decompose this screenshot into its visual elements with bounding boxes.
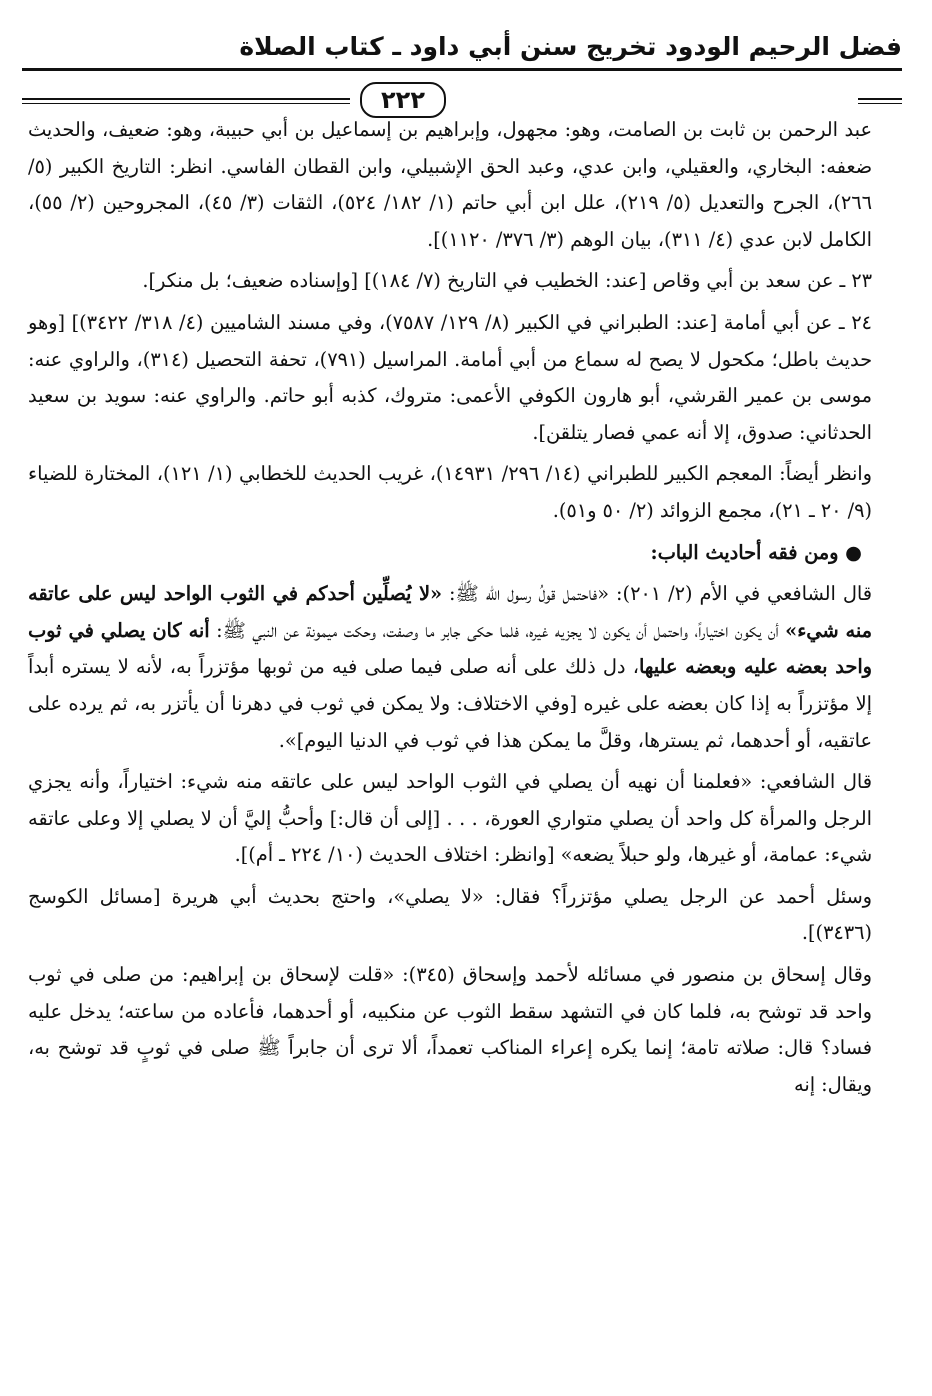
paragraph-5-text-3: ، دل ذلك على أنه صلى فيما صلى فيه من ثوبها مؤتزراً به، لأنه لا يستره أبداً إلا مؤتزراً به إذا كان بعضه على غيره [وفي الاختلاف: ولا يمكن في ثوب في دهرنا أن يأتزر به، ثم يرده على عاتقيه، أو أحدهما، ثم يسترها، وقلَّ ما يمكن هذا في ثوب في الدنيا اليوم]». — [28, 655, 872, 752]
header-rule-left — [22, 98, 350, 104]
paragraph-6: قال الشافعي: «فعلمنا أن نهيه أن يصلي في الثوب الواحد ليس على عاتقه منه شيء: اختياراً، وأنه يجزي الرجل والمرأة كل واحد أن يصلي متواري العورة، . . . [إلى أن قال:] وأحبُّ إليَّ أن لا يصلي إلا وعلى عاتقه شيء: عمامة، أو غيرها، ولو حبلاً يضعه» [وانظر: اختلاف الحديث (١٠/ ٢٢٤ ـ أم)]. — [28, 770, 872, 867]
paragraph-4: وانظر أيضاً: المعجم الكبير للطبراني (١٤/ ٢٩٦/ ١٤٩٣١)، غريب الحديث للخطابي (١/ ١٢١)، المختارة للضياء (٩/ ٢٠ ـ ٢١)، مجمع الزوائد (٢/ ٥٠ و٥١). — [28, 462, 872, 522]
hadith-quote-2: أنه كان يصلي في ثوب واحد بعضه عليه وبعضه عليها — [28, 618, 872, 679]
paragraph-3: ٢٤ ـ عن أبي أمامة [عند: الطبراني في الكبير (٨/ ١٢٩/ ٧٥٨٧)، وفي مسند الشاميين (٤/ ٣١٨/ ٣٤٢٢)] [وهو حديث باطل؛ مكحول لا يصح له سماع من أبي أمامة. المراسيل (٧٩١)، تحفة التحصيل (٣١٤)، والراوي عنه: موسى بن عمير القرشي، أبو هارون الكوفي الأعمى: متروك، كذبه أبو حاتم. والراوي عنه: سويد بن سعيد الحدثاني: صدوق، إلا أنه عمي فصار يتلقن]. — [28, 310, 872, 444]
section-heading: ● ومن فقه أحاديث الباب: — [28, 535, 872, 572]
running-title: فضل الرحيم الودود تخريج سنن أبي داود ـ كتاب الصلاة — [239, 32, 902, 61]
page-number: ٢٢٢ — [360, 82, 446, 118]
page-body — [28, 112, 872, 1108]
paragraph-1: عبد الرحمن بن ثابت بن الصامت، وهو: مجهول، وإبراهيم بن إسماعيل بن أبي حبيبة، وهو: ضعيف، والحديث ضعفه: البخاري، والعقيلي، وابن عدي، وعبد الحق الإشبيلي، وابن القطان الفاسي. انظر: التاريخ الكبير (٥/ ٢٦٦)، الجرح والتعديل (٥/ ٢١٩)، علل ابن أبي حاتم (١/ ١٨٢/ ٥٢٤)، الثقات (٣/ ٤٥)، المجروحين (٢/ ٥٥)، الكامل لابن عدي (٤/ ٣١١)، بيان الوهم (٣/ ٣٧٦/ ١١٢٠)]. — [28, 118, 872, 251]
paragraph-8: وقال إسحاق بن منصور في مسائله لأحمد وإسحاق (٣٤٥): «قلت لإسحاق بن إبراهيم: من صلى في ثوب واحد قد توشح به، فلما كان في التشهد سقط الثوب عن منكبيه، أو أحدهما، فأعاده من ساعته؛ يدخل عليه فساد؟ قال: صلاته تامة؛ إنما يكره إعراء المناكب تعمداً، ألا ترى أن جابراً ﷺ صلى في ثوبٍ قد توشح به، ويقال: إنه — [28, 963, 872, 1096]
header-rule — [22, 68, 902, 71]
header-rule-right — [858, 98, 902, 104]
paragraph-5-text-2: أن يكون اختياراً، واحتمل أن يكون لا يجزيه غيره، فلما حكى جابر ما وصفت، وحكت ميمونة عن النبي ﷺ: — [209, 618, 786, 642]
paragraph-5 — [28, 576, 872, 759]
paragraph-2: ٢٣ ـ عن سعد بن أبي وقاص [عند: الخطيب في التاريخ (٧/ ١٨٤)] [وإسناده ضعيف؛ بل منكر]. — [142, 269, 872, 293]
page-header — [22, 28, 902, 114]
paragraph-7: وسئل أحمد عن الرجل يصلي مؤتزراً؟ فقال: «لا يصلي»، واحتج بحديث أبي هريرة [مسائل الكوسج (٣٤٣٦)]. — [28, 884, 872, 945]
paragraph-5-text-1: قال الشافعي في الأم (٢/ ٢٠١): «فاحتمل قولُ رسول الله ﷺ: — [442, 582, 872, 606]
hadith-quote-1: «لا يُصلِّين أحدكم في الثوب الواحد ليس على عاتقه منه شيء» — [28, 582, 872, 642]
